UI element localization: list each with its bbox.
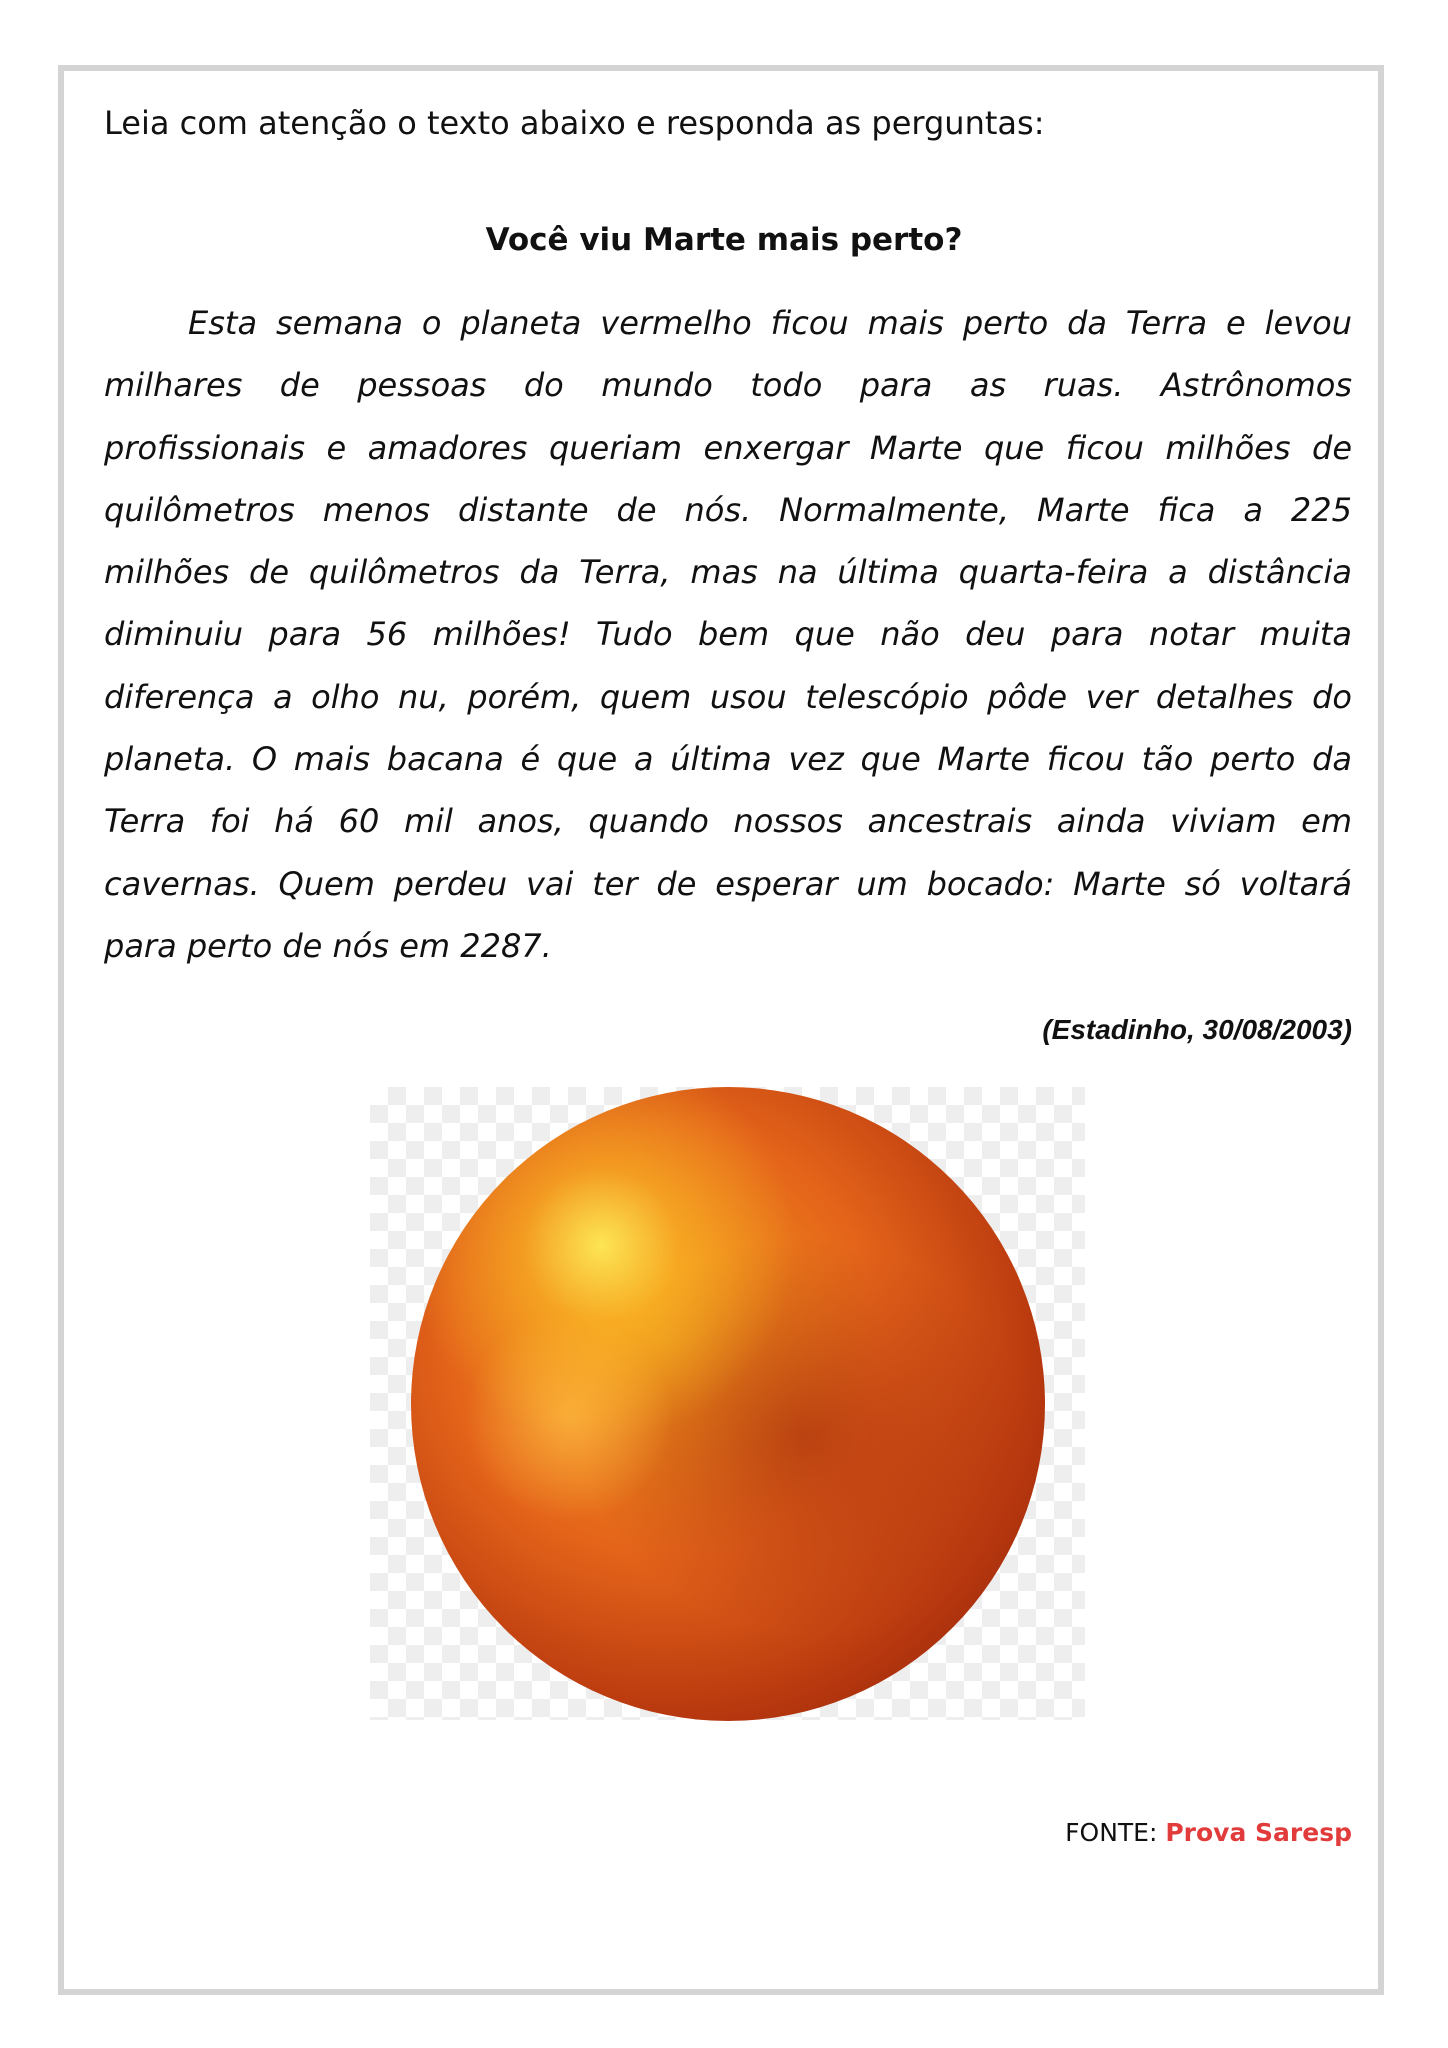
paragraph-line: cavernas. Quem perdeu vai ter de esperar um bocado: Marte só voltará <box>104 864 1352 903</box>
paragraph-line: Terra foi há 60 mil anos, quando nossos ancestrais ainda viviam em <box>104 802 1352 841</box>
paragraph-line: diferença a olho nu, porém, quem usou telescópio pôde ver detalhes do <box>104 677 1352 716</box>
citation: (Estadinho, 30/08/2003) <box>1042 1014 1352 1045</box>
instruction: Leia com atenção o texto abaixo e responda as perguntas: <box>104 104 1045 142</box>
source-label: FONTE: <box>1065 1818 1158 1847</box>
source-value: Prova Saresp <box>1165 1818 1352 1847</box>
source-line <box>1065 1818 1352 1847</box>
paragraph-line: planeta. O mais bacana é que a última vez que Marte ficou tão perto da <box>104 740 1352 779</box>
paragraph-line: Esta semana o planeta vermelho ficou mais perto da Terra e levou <box>188 304 1352 342</box>
paragraph-line: profissionais e amadores queriam enxergar Marte que ficou milhões de <box>104 428 1352 467</box>
paragraph-line: milhares de pessoas do mundo todo para as ruas. Astrônomos <box>104 366 1352 405</box>
mars-image <box>370 1087 1085 1720</box>
paragraph-line: para perto de nós em 2287. <box>104 926 552 965</box>
paragraph-line: diminuiu para 56 milhões! Tudo bem que não deu para notar muita <box>104 615 1352 654</box>
paragraph-line: quilômetros menos distante de nós. Normalmente, Marte fica a 225 <box>104 490 1352 529</box>
paragraph-line: milhões de quilômetros da Terra, mas na última quarta-feira a distância <box>104 553 1352 592</box>
article-body <box>104 292 1352 977</box>
article-title: Você viu Marte mais perto? <box>485 222 963 258</box>
mars-planet <box>411 1087 1045 1721</box>
